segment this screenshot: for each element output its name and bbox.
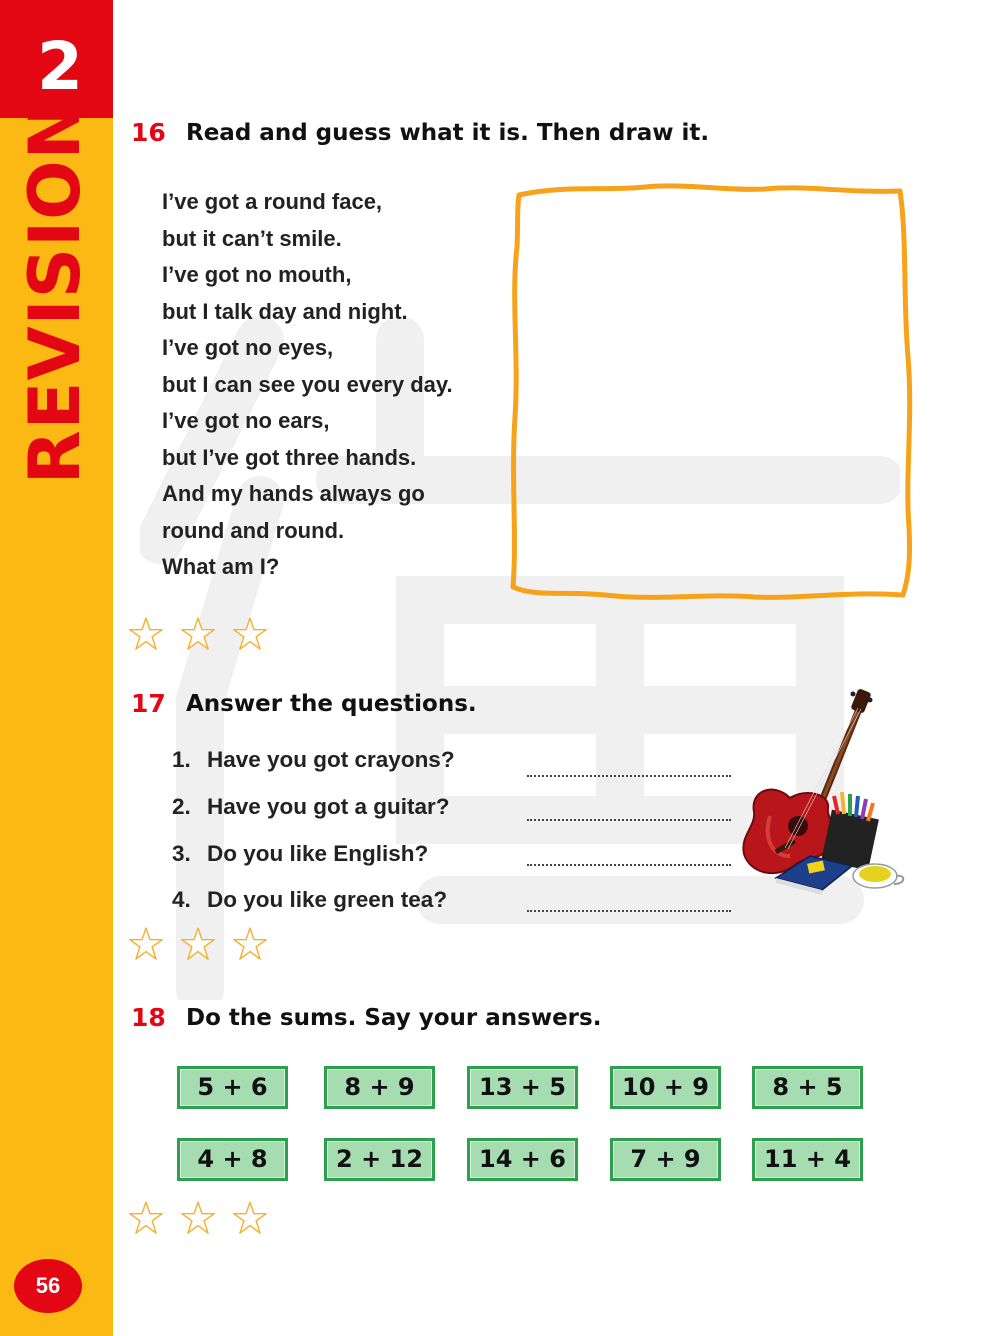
sum-tile[interactable]: 13 + 5: [467, 1066, 578, 1109]
poem-line: but I can see you every day.: [162, 371, 453, 397]
star-icon[interactable]: [180, 926, 216, 962]
exercise-17-number: 17: [131, 689, 166, 718]
question-3: [172, 841, 428, 867]
poem-line: I’ve got no mouth,: [162, 262, 352, 287]
sum-tile[interactable]: 4 + 8: [177, 1138, 288, 1181]
poem-line: but I talk day and night.: [162, 298, 408, 324]
star-icon[interactable]: [232, 926, 268, 962]
drawing-area[interactable]: [505, 177, 917, 607]
poem-line: but it can’t smile.: [162, 225, 342, 251]
exercise-18-number: 18: [131, 1003, 166, 1032]
question-text: Do you like green tea?: [207, 887, 448, 912]
riddle-poem: [162, 187, 453, 589]
question-4: [172, 887, 447, 913]
poem-line: And my hands always go: [162, 481, 425, 506]
rating-stars-16: [128, 616, 268, 652]
question-number: 2.: [172, 794, 191, 819]
revision-label: REVISION: [14, 99, 96, 485]
unit-number: 2: [37, 28, 83, 105]
sum-tile[interactable]: 8 + 9: [324, 1066, 435, 1109]
question-2: [172, 794, 450, 820]
sum-tile[interactable]: 5 + 6: [177, 1066, 288, 1109]
star-icon[interactable]: [180, 1200, 216, 1236]
rating-stars-18: [128, 1200, 268, 1236]
sum-tile[interactable]: 7 + 9: [610, 1138, 721, 1181]
star-icon[interactable]: [232, 1200, 268, 1236]
sum-tile[interactable]: 14 + 6: [467, 1138, 578, 1181]
question-number: 3.: [172, 841, 191, 866]
exercise-18-title: Do the sums. Say your answers.: [186, 1005, 602, 1031]
question-number: 1.: [172, 747, 191, 772]
star-icon[interactable]: [128, 1200, 164, 1236]
star-icon[interactable]: [128, 616, 164, 652]
answer-line-2[interactable]: [527, 819, 731, 821]
sum-tile[interactable]: 10 + 9: [610, 1066, 721, 1109]
question-number: 4.: [172, 887, 191, 912]
answer-line-1[interactable]: [527, 775, 731, 777]
guitar-crayons-tea-illustration: [730, 686, 910, 896]
answer-line-4[interactable]: [527, 910, 731, 912]
exercise-16-number: 16: [131, 118, 166, 147]
exercise-16-title: Read and guess what it is. Then draw it.: [186, 120, 710, 146]
exercise-17-title: Answer the questions.: [186, 691, 477, 717]
sum-tile[interactable]: 8 + 5: [752, 1066, 863, 1109]
star-icon[interactable]: [232, 616, 268, 652]
poem-line: I’ve got a round face,: [162, 189, 383, 214]
question-text: Do you like English?: [207, 841, 429, 866]
sum-tile[interactable]: 11 + 4: [752, 1138, 863, 1181]
answer-line-3[interactable]: [527, 864, 731, 866]
poem-line: I’ve got no eyes,: [162, 335, 334, 360]
poem-line: but I’ve got three hands.: [162, 444, 417, 470]
page-number: 56: [14, 1259, 82, 1313]
question-1: [172, 747, 455, 773]
poem-line: round and round.: [162, 517, 345, 543]
question-text: Have you got a guitar?: [207, 794, 450, 819]
star-icon[interactable]: [180, 616, 216, 652]
rating-stars-17: [128, 926, 268, 962]
question-text: Have you got crayons?: [207, 747, 455, 772]
poem-line: What am I?: [162, 554, 280, 579]
poem-line: I’ve got no ears,: [162, 408, 330, 433]
star-icon[interactable]: [128, 926, 164, 962]
sum-tile[interactable]: 2 + 12: [324, 1138, 435, 1181]
